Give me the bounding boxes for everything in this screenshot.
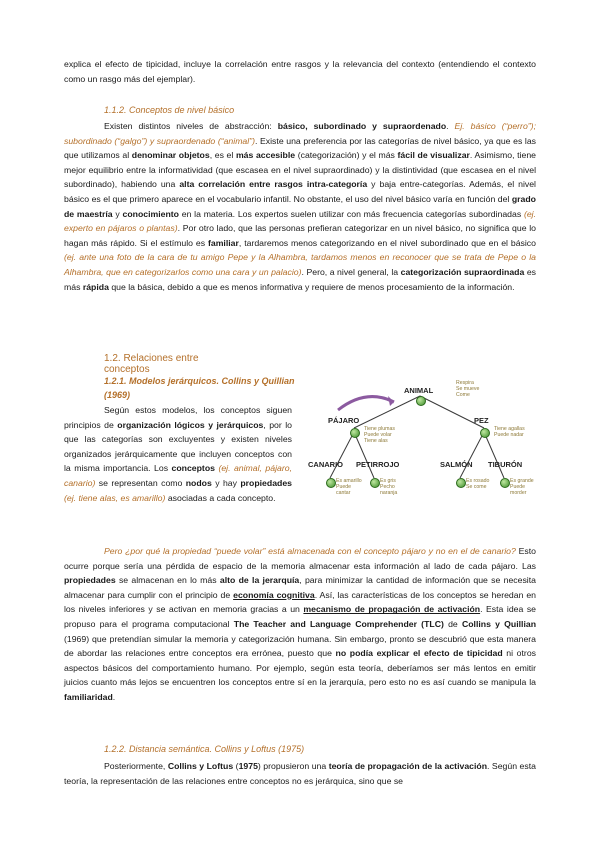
heading-1-1-2: 1.1.2. Conceptos de nivel básico — [104, 105, 235, 115]
node-label-pez: PEZ — [474, 416, 489, 425]
props-tiburon: Es grande Puede morder — [510, 478, 534, 496]
paragraph-semantic-distance: Posteriormente, Collins y Loftus (1975) propusieron una teoría de propagación de la activación. Según esta teoría, la representación de las relaciones entre conceptos no es jerárquica, sino que se — [64, 761, 536, 786]
heading-1-2: 1.2. Relaciones entre conceptos — [104, 353, 244, 375]
node-label-tiburon: TIBURÓN — [488, 460, 523, 469]
node-petirrojo — [370, 478, 380, 488]
node-salmon — [456, 478, 466, 488]
paragraph-basic-level: Existen distintos niveles de abstracción: básico, subordinado y supraordenado. Ej. básico (“perro”); subordinado (“galgo”) y supraordenado (“animal”). Existe una preferencia por las categorías de nivel básico, ya que es las que utilizamos al denominar objetos, es el más accesible (categorización) y el más fácil de visualizar. Asimismo, tiene mejor equilibrio entre la informatividad (que escasea en el nivel supraordinado) y la distintividad (que escasea en el nivel subordinado), habiendo una alta correlación entre rasgos intra-categoría y baja entre-categorías. Además, el nivel básico es el que primero aparece en el vocabulario infantil. No obstante, el uso del nivel básico varía en función del grado de maestría y conocimiento en la materia. Los expertos suelen utilizar con más frecuencia categorías subordinadas (ej. experto en pájaros o plantas). Por otro lado, que las personas prefieran categorizar en un nivel básico, no significa que lo hagan más rápido. Si el estímulo es familiar, tardaremos menos categorizando en el nivel subordinado que en el básico (ej. ante una foto de la cara de tu amigo Pepe y la Alhambra, tardamos menos en reconocer que se trata de Pepe o la Alhambra, que en categorizarlos como una cara y un palacio). Pero, a nivel general, la categorización supraordinada es más rápida que la básica, debido a que es menos informativa y requiere de menos procesamiento de la información. — [64, 121, 537, 292]
line-animal-pajaro — [354, 396, 420, 428]
node-label-canario: CANARIO — [308, 460, 343, 469]
node-label-petirrojo: PETIRROJO — [356, 460, 400, 469]
node-canario — [326, 478, 336, 488]
node-animal — [416, 396, 426, 406]
hierarchy-diagram — [308, 380, 538, 510]
node-pajaro — [350, 428, 360, 438]
props-salmon: Es rosado Se come — [466, 478, 490, 490]
node-label-pajaro: PÁJARO — [328, 416, 360, 425]
line-pez-salmon — [460, 432, 484, 478]
node-tiburon — [500, 478, 510, 488]
line-pez-tiburon — [484, 432, 504, 478]
paragraph-hierarchical-models: Según estos modelos, los conceptos siguen principios de organización lógicos y jerárquicos, por lo que las categorías son excluyentes y existen niveles organizados jerárquicamente que incluyen conceptos con la misma importancia. Los conceptos (ej. animal, pájaro, canario) se representan como nodos y hay propiedades (ej. tiene alas, es amarillo) asociadas a cada concepto. — [64, 405, 292, 503]
arc-arrow — [338, 397, 394, 410]
props-animal: Respira Se mueve Come — [456, 380, 480, 398]
props-pajaro: Tiene plumas Puede volar Tiene alas — [364, 426, 395, 444]
props-canario: Es amarillo Puede cantar — [336, 478, 362, 496]
paragraph-property-storage: Pero ¿por qué la propiedad “puede volar” está almacenada con el concepto pájaro y no en el de canario? Esto ocurre porque sería una pérdida de espacio de la memoria almacenar esta información al lado de cada pájaro. Las propiedades se almacenan en lo más alto de la jerarquía, para minimizar la cantidad de información que se necesita almacenar para cumplir con el principio de economía cognitiva. Así, las características de los conceptos se heredan en los niveles inferiores y se activan en memoria gracias a un mecanismo de propagación de activación. Esta idea se propuso para el programa computacional The Teacher and Language Comprehender (TLC) de Collins y Quillian (1969) que pretendían simular la memoria y categorización humana. Sin embargo, pronto se descubrió que esta manera de abordar las relaciones entre conceptos era errónea, puesto que no podía explicar el efecto de tipicidad ni otros aspectos básicos del comportamiento humano. Por ejemplo, según esta teoría, deberíamos ser más lentos en emitir juicios cuanto más lejos se encuentren los conceptos entre sí en la jerarquía, pero esto no es así cuando se manipula la familiaridad. — [64, 546, 537, 702]
props-pez: Tiene agallas Puede nadar — [494, 426, 525, 438]
intro-paragraph: explica el efecto de tipicidad, incluye la correlación entre rasgos y la relevancia del contexto (entendiendo el contexto como un rasgo más del ejemplar). — [64, 59, 536, 84]
heading-1-2-1: 1.2.1. Modelos jerárquicos. Collins y Quillian (1969) — [104, 376, 295, 400]
line-pajaro-canario — [330, 432, 354, 478]
props-petirrojo: Es gris Pecho naranja — [380, 478, 398, 496]
heading-1-2-2: 1.2.2. Distancia semántica. Collins y Loftus (1975) — [104, 744, 305, 754]
node-label-salmon: SALMÓN — [440, 460, 473, 469]
node-pez — [480, 428, 490, 438]
node-label-animal: ANIMAL — [404, 386, 434, 395]
